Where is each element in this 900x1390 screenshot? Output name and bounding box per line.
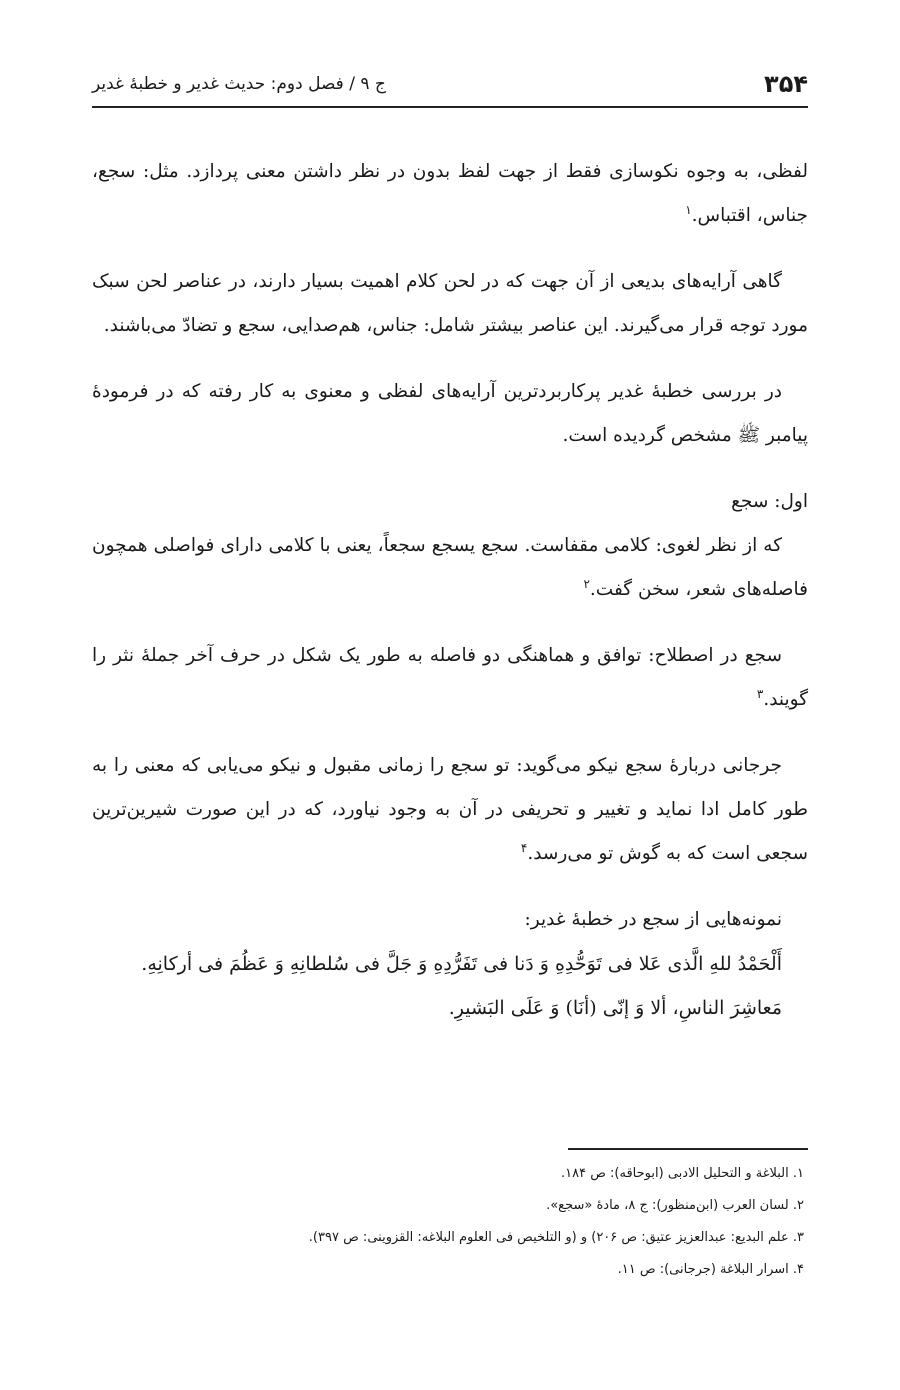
paragraph bbox=[92, 260, 808, 348]
paragraph bbox=[92, 150, 808, 238]
section-heading: اول: سجع bbox=[731, 491, 808, 512]
technical-definition-text: سجع در اصطلاح: توافق و هماهنگی دو فاصله به طور یک شکل در حرف آخر جملهٔ نثر را گویند. bbox=[92, 645, 808, 710]
paragraph-text: لفظی، به وجوه نکوسازی فقط از جهت لفظ بدون در نظر داشتن معنی پردازد. مثل: سجع، جناس، اقتباس. bbox=[92, 161, 808, 226]
body-text bbox=[92, 150, 808, 1030]
paragraph-text: در بررسی خطبهٔ غدیر پرکاربردترین آرایه‌های لفظی و معنوی به کار رفته که در فرمودهٔ پیامبر ﷺ مشخص گردیده است. bbox=[92, 381, 808, 446]
footnote-ref: ۲ bbox=[583, 576, 590, 591]
footnote: ۱. البلاغة و التحلیل الادبی (ابوحاقه): ص ۱۸۴. bbox=[560, 1166, 804, 1181]
page-number: ۳۵۴ bbox=[764, 70, 808, 98]
footnote-ref: ۴ bbox=[520, 840, 528, 855]
example-line: أَلْحَمْدُ للهِ الَّذی عَلا فی تَوَحُّدِهِ وَ دَنا فی تَفَرُّدِهِ وَ جَلَّ فی سُلطانِهِ وَ عَظُمَ فی أرکانِهِ. bbox=[141, 953, 782, 975]
examples-block bbox=[92, 898, 808, 1030]
paragraph bbox=[92, 524, 808, 612]
book-page bbox=[92, 0, 808, 1390]
footnotes bbox=[92, 1158, 808, 1286]
footnote-divider bbox=[568, 1148, 808, 1150]
paragraph bbox=[92, 370, 808, 458]
footnote-ref: ۳ bbox=[756, 686, 764, 701]
paragraph bbox=[92, 744, 808, 876]
paragraph-text: گاهی آرایه‌های بدیعی از آن جهت که در لحن کلام اهمیت بسیار دارند، در عناصر لحن سبک مورد توجه قرار می‌گیرند. این عناصر بیشتر شامل: جناس، هم‌صدایی، سجع و تضادّ می‌باشند. bbox=[92, 271, 808, 336]
example-line: مَعاشِرَ الناسِ، ألا وَ إنّی (أنَا) وَ عَلَی البَشیرِ. bbox=[448, 997, 782, 1019]
footnote: ۴. اسرار البلاغة (جرجانی): ص ۱۱. bbox=[617, 1262, 804, 1277]
footnote: ۳. علم البدیع: عبدالعزیز عتیق: ص ۲۰۶) و (و التلخیص فی العلوم البلاغه: القزوینی: ص ۳۹۷). bbox=[308, 1230, 804, 1245]
running-title: ج ۹ / فصل دوم: حدیث غدیر و خطبهٔ غدیر bbox=[92, 74, 386, 94]
jurjani-quote-text: جرجانی دربارهٔ سجع نیکو می‌گوید: تو سجع را زمانی مقبول و نیکو می‌یابی که معنی را به طور کامل ادا نماید و تغییر و تحریفی در آن به وجود نیاورد، که در این صورت شیرین‌ترین سجعی است که به گوش تو می‌رسد. bbox=[92, 755, 808, 864]
footnote-ref: ۱ bbox=[685, 202, 692, 217]
paragraph bbox=[92, 634, 808, 722]
footnote: ۲. لسان العرب (ابن‌منظور): ج ۸، مادهٔ «سجع». bbox=[546, 1198, 804, 1213]
page-header bbox=[92, 62, 808, 108]
definition-text: که از نظر لغوی: کلامی مقفاست. سجع یسجع سجعاً، یعنی با کلامی دارای فواصلی همچون فاصله‌های شعر، سخن گفت. bbox=[92, 535, 808, 600]
examples-intro: نمونه‌هایی از سجع در خطبهٔ غدیر: bbox=[524, 909, 782, 930]
